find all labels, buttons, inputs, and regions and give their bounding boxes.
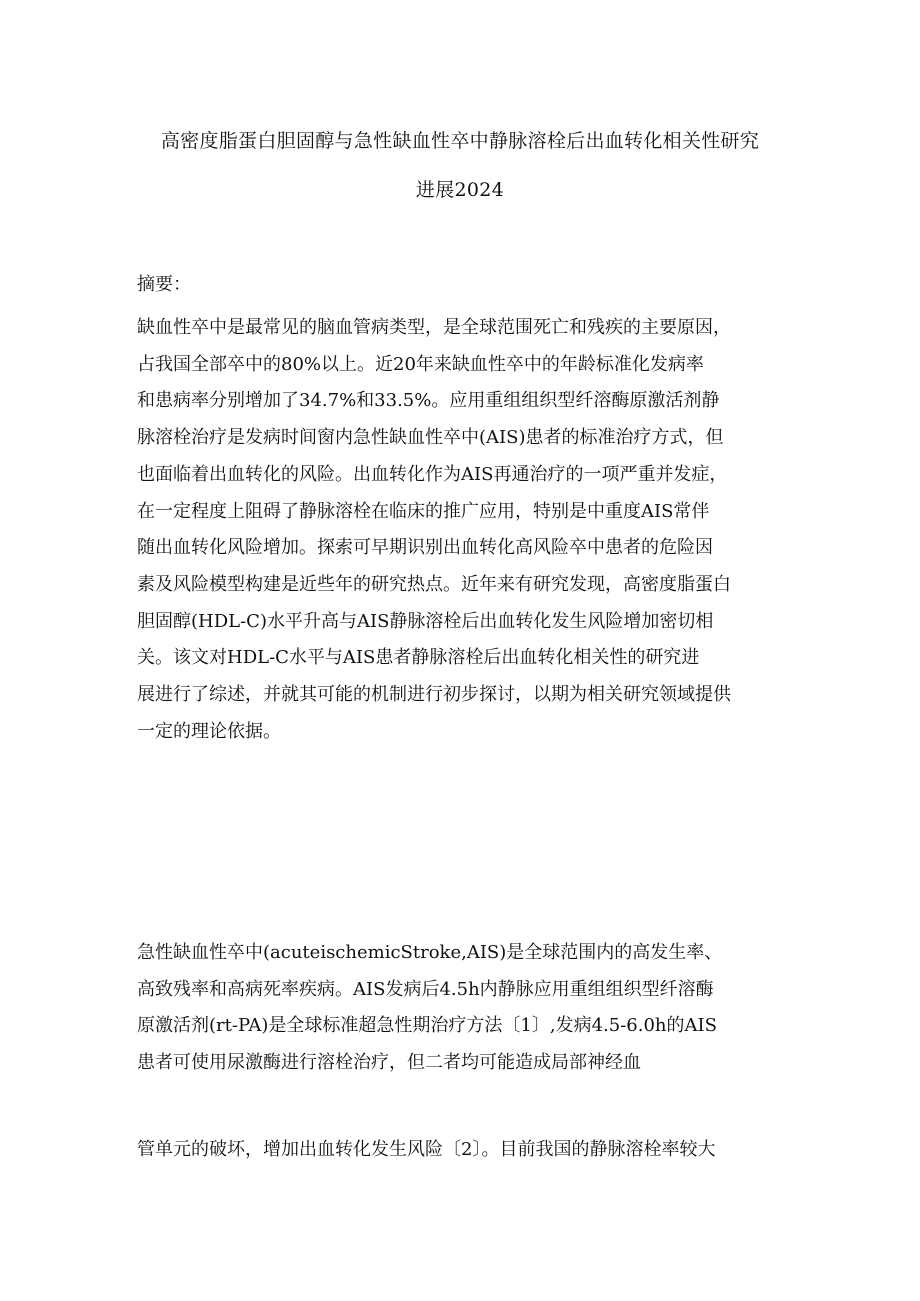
- body-paragraph-1: [137, 935, 722, 1082]
- abstract-line: 也面临着出血转化的风险。出血转化作为AIS再通治疗的一项严重并发症，: [137, 463, 728, 485]
- abstract-line: 展进行了综述，并就其可能的机制进行初步探讨，以期为相关研究领域提供: [137, 684, 731, 706]
- document-title-line-2: 进展2024: [415, 179, 505, 201]
- abstract-paragraph: [137, 310, 731, 750]
- abstract-line: 和患病率分别增加了34.7%和33.5%。应用重组组织型纤溶酶原激活剂静: [137, 390, 720, 412]
- abstract-line: 素及风险模型构建是近些年的研究热点。近年来有研究发现，高密度脂蛋白: [137, 573, 731, 595]
- abstract-line: 胆固醇(HDL-C)水平升高与AIS静脉溶栓后出血转化发生风险增加密切相: [137, 610, 714, 632]
- abstract-line: 缺血性卒中是最常见的脑血管病类型，是全球范围死亡和残疾的主要原因，: [137, 317, 731, 338]
- abstract-label: 摘要：: [137, 274, 191, 295]
- body-paragraph-2: [137, 1132, 715, 1169]
- abstract-line: 脉溶栓治疗是发病时间窗内急性缺血性卒中(AIS)患者的标准治疗方式，但: [137, 427, 724, 449]
- abstract-line: 随出血转化风险增加。探索可早期识别出血转化高风险卒中患者的危险因: [137, 537, 713, 559]
- abstract-line: 在一定程度上阻碍了静脉溶栓在临床的推广应用，特别是中重度AIS常伴: [137, 500, 710, 522]
- body-line: 急性缺血性卒中(acuteischemicStroke,AIS)是全球范围内的高发生率、: [137, 942, 723, 963]
- document-title-line-1: 高密度脂蛋白胆固醇与急性缺血性卒中静脉溶栓后出血转化相关性研究: [160, 130, 760, 152]
- body-line: 患者可使用尿激酶进行溶栓治疗，但二者均可能造成局部神经血: [137, 1052, 641, 1074]
- body-line: 管单元的破坏，增加出血转化发生风险〔2〕。目前我国的静脉溶栓率较大: [137, 1139, 716, 1160]
- body-line: 原激活剂(rt-PA)是全球标准超急性期治疗方法〔1〕,发病4.5-6.0h的AIS: [137, 1015, 717, 1037]
- abstract-line: 一定的理论依据。: [137, 720, 281, 742]
- abstract-line: 关。该文对HDL-C水平与AIS患者静脉溶栓后出血转化相关性的研究进: [137, 647, 700, 669]
- body-line: 高致残率和高病死率疾病。AIS发病后4.5h内静脉应用重组组织型纤溶酶: [137, 978, 714, 1000]
- abstract-line: 占我国全部卒中的80%以上。近20年来缺血性卒中的年龄标准化发病率: [137, 353, 704, 375]
